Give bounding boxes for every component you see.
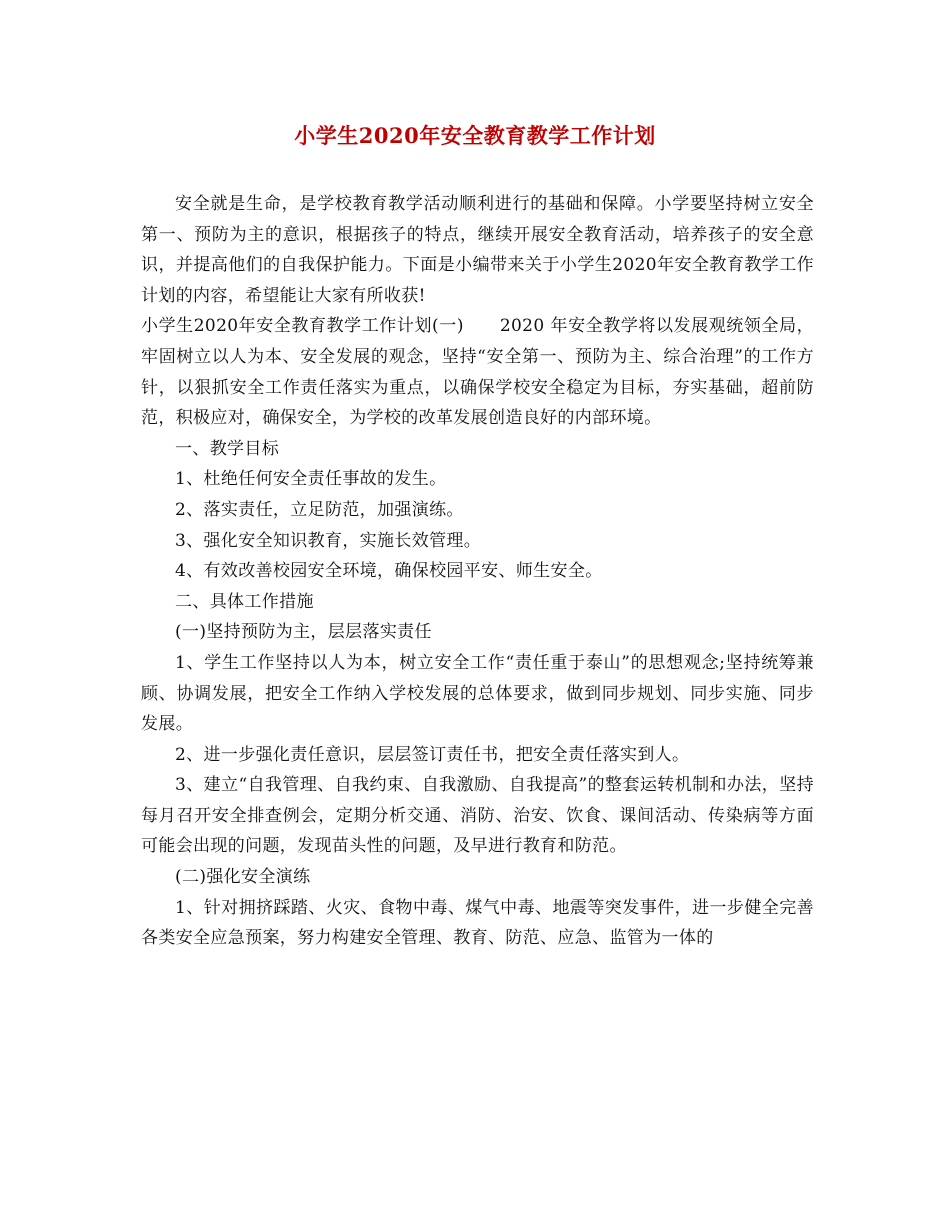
document-title: 小学生2020年安全教育教学工作计划 <box>294 123 656 148</box>
subsection-heading-prevention: (一)坚持预防为主，层层落实责任 <box>175 622 432 643</box>
subsection-heading-drills: (二)强化安全演练 <box>175 867 311 888</box>
plan-paragraph <box>141 311 814 433</box>
intro-paragraph: 安全就是生命，是学校教育教学活动顺利进行的基础和保障。小学要坚持树立安全第一、预防为主的意识，根据孩子的特点，继续开展安全教育活动，培养孩子的安全意识，并提高他们的自我保护能力。下面是小编带来关于小学生2020年安全教育教学工作计划的内容，希望能让大家有所收获! <box>141 194 814 306</box>
goal-item-2: 2、落实责任，立足防范，加强演练。 <box>175 499 464 520</box>
goal-item-3: 3、强化安全知识教育，实施长效管理。 <box>175 530 482 551</box>
measure-item-3: 3、建立“自我管理、自我约束、自我激励、自我提高”的整套运转机制和办法，坚持每月召开安全排查例会，定期分析交通、消防、治安、饮食、课间活动、传染病等方面可能会出现的问题，发现苗头性的问题，及早进行教育和防范。 <box>141 775 814 857</box>
drill-item-1: 1、针对拥挤踩踏、火灾、食物中毒、煤气中毒、地震等突发事件，进一步健全完善各类安全应急预案，努力构建安全管理、教育、防范、应急、监管为一体的 <box>141 897 814 949</box>
section-heading-measures: 二、具体工作措施 <box>175 591 314 612</box>
document-body <box>141 189 814 954</box>
plan-heading: 小学生2020年安全教育教学工作计划(一) <box>141 316 464 337</box>
goal-item-1: 1、杜绝任何安全责任事故的发生。 <box>175 469 447 490</box>
measure-item-1: 1、学生工作坚持以人为本，树立安全工作“责任重于泰山”的思想观念;坚持统筹兼顾、协调发展，把安全工作纳入学校发展的总体要求，做到同步规划、同步实施、同步发展。 <box>141 652 814 735</box>
section-heading-goals: 一、教学目标 <box>175 438 280 459</box>
plan-text: 2020 年安全教学将以发展观统领全局，牢固树立以人为本、安全发展的观念，坚持“安全第一、预防为主、综合治理”的工作方针，以狠抓安全工作责任落实为重点，以确保学校安全稳定为目标，夯实基础，超前防范，积极应对，确保安全，为学校的改革发展创造良好的内部环境。 <box>141 316 814 429</box>
measure-item-2: 2、进一步强化责任意识，层层签订责任书，把安全责任落实到人。 <box>175 744 690 765</box>
goal-item-4: 4、有效改善校园安全环境，确保校园平安、师生安全。 <box>175 561 603 582</box>
